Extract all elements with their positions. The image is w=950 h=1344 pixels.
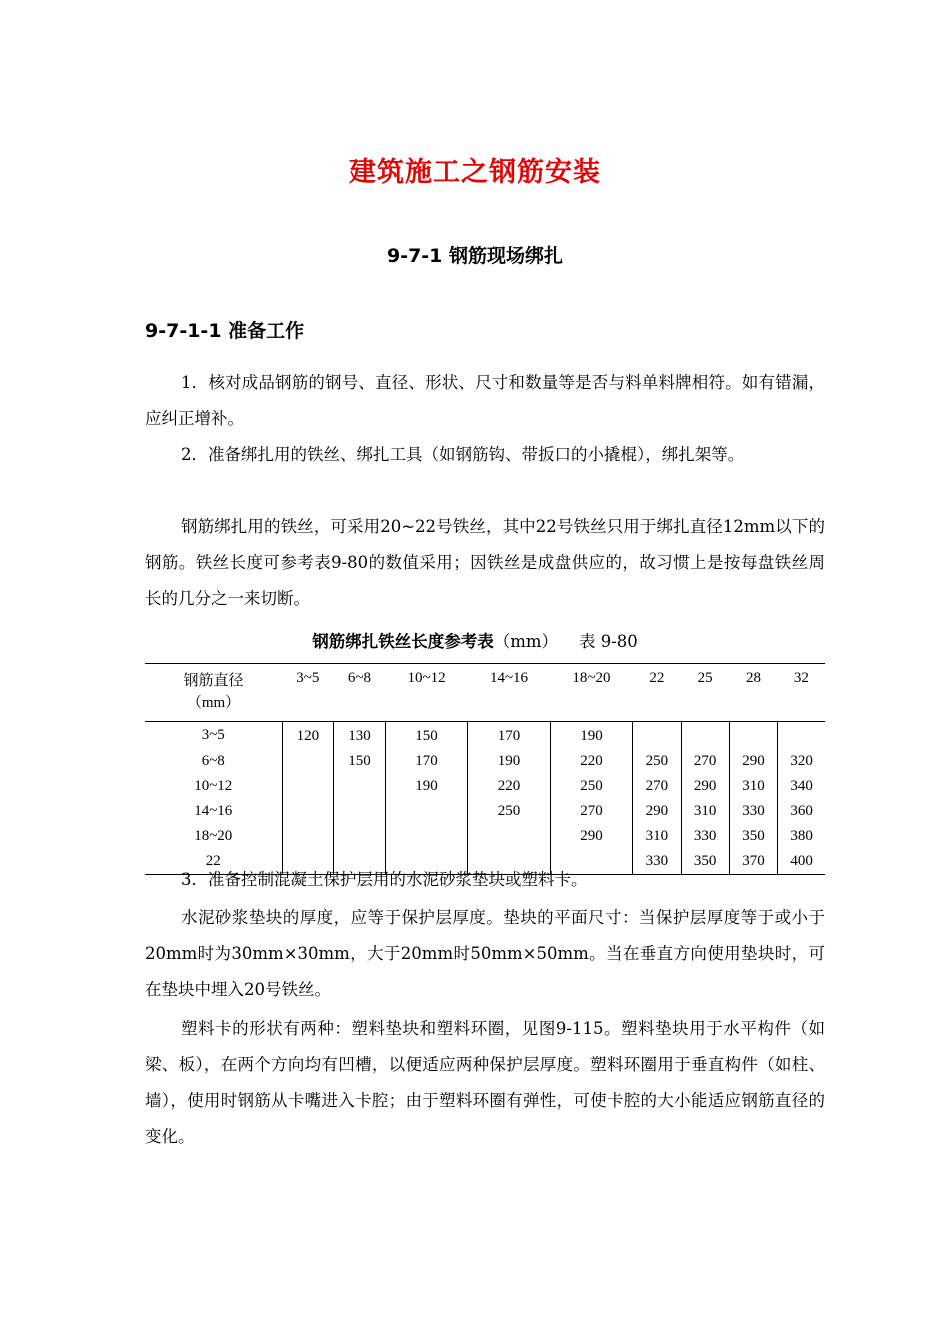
row-label: 22	[145, 849, 282, 875]
column-header: 14~16	[468, 664, 550, 722]
paragraph-check-rebar: 1．核对成品钢筋的钢号、直径、形状、尺寸和数量等是否与料单料牌相符。如有错漏，应纠正增补。	[145, 373, 825, 428]
table-cell: 270	[550, 799, 632, 824]
document-title: 建筑施工之钢筋安装	[349, 157, 601, 188]
table-cell: 290	[633, 799, 681, 824]
column-header: 10~12	[385, 664, 467, 722]
table-caption-number: 表 9-80	[578, 632, 638, 651]
row-label: 10~12	[194, 778, 233, 794]
column-header: 25	[681, 664, 729, 722]
table-cell: 170	[468, 722, 550, 750]
table-caption-unit: （mm）	[493, 632, 558, 651]
paragraph-wire-spec: 钢筋绑扎用的铁丝，可采用20~22号铁丝，其中22号铁丝只用于绑扎直径12mm以下的钢筋。铁丝长度可参考表9-80的数值采用；因铁丝是成盘供应的，故习惯上是按每盘铁丝周长的几分之一来切断。	[145, 517, 825, 608]
column-header: 18~20	[550, 664, 632, 722]
paragraph-mortar-block-size: 水泥砂浆垫块的厚度，应等于保护层厚度。垫块的平面尺寸：当保护层厚度等于或小于20mm时为30mm×30mm，大于20mm时50mm×50mm。当在垂直方向使用垫块时，可在垫块中埋入20号铁丝。	[145, 908, 825, 999]
table-cell: 320	[778, 749, 825, 774]
table-cell: 330	[729, 799, 777, 824]
table-caption	[0, 628, 950, 652]
table-cell	[334, 799, 386, 824]
table-cell: 360	[778, 799, 825, 824]
table-cell: 270	[681, 749, 729, 774]
table-cell: 350	[681, 849, 729, 875]
table-cell: 250	[550, 774, 632, 799]
table-cell: 190	[385, 774, 467, 799]
table-row	[145, 722, 825, 750]
column-header: 32	[778, 664, 825, 722]
table-cell: 270	[633, 774, 681, 799]
paragraph-prepare-tools: 2．准备绑扎用的铁丝、绑扎工具（如钢筋钩、带扳口的小撬棍），绑扎架等。	[181, 445, 745, 464]
paragraph-spacer-blocks: 3．准备控制混凝土保护层用的水泥砂浆垫块或塑料卡。	[181, 870, 588, 889]
table-caption-title: 钢筋绑扎铁丝长度参考表	[312, 632, 494, 651]
table-cell: 400	[778, 849, 825, 875]
table-cell	[778, 722, 825, 750]
table-cell	[282, 799, 334, 824]
column-header: 22	[633, 664, 681, 722]
table-cell	[282, 824, 334, 849]
table-cell: 170	[385, 749, 467, 774]
table-cell	[468, 824, 550, 849]
table-cell	[282, 774, 334, 799]
table-cell	[385, 824, 467, 849]
table-cell	[633, 722, 681, 750]
table-cell: 330	[633, 849, 681, 875]
table-cell: 290	[729, 749, 777, 774]
row-label: 3~5	[201, 727, 225, 743]
table-cell: 190	[550, 722, 632, 750]
table-cell	[385, 799, 467, 824]
table-cell: 310	[633, 824, 681, 849]
table-cell: 220	[550, 749, 632, 774]
table-cell: 380	[778, 824, 825, 849]
table-cell: 250	[468, 799, 550, 824]
row-label: 18~20	[194, 828, 233, 844]
table-cell	[282, 749, 334, 774]
table-cell	[681, 722, 729, 750]
subsection-title: 9-7-1-1 准备工作	[145, 320, 305, 342]
wire-length-table	[145, 663, 825, 875]
table-cell: 220	[468, 774, 550, 799]
table-cell	[334, 824, 386, 849]
table-cell: 350	[729, 824, 777, 849]
table-cell: 250	[633, 749, 681, 774]
row-label: 6~8	[201, 753, 225, 769]
table-cell: 120	[282, 722, 334, 750]
table-header-diameter	[145, 664, 282, 722]
table-cell: 330	[681, 824, 729, 849]
table-cell: 340	[778, 774, 825, 799]
column-header: 6~8	[334, 664, 386, 722]
table-cell: 310	[729, 774, 777, 799]
table-cell: 150	[385, 722, 467, 750]
table-row	[145, 824, 825, 849]
table-cell: 310	[681, 799, 729, 824]
table-row	[145, 749, 825, 774]
table-row	[145, 774, 825, 799]
paragraph-plastic-clips: 塑料卡的形状有两种：塑料垫块和塑料环圈，见图9-115。塑料垫块用于水平构件（如梁、板），在两个方向均有凹槽，以便适应两种保护层厚度。塑料环圈用于垂直构件（如柱、墙），使用时钢筋从卡嘴进入卡腔；由于塑料环圈有弹性，可使卡腔的大小能适应钢筋直径的变化。	[145, 1019, 825, 1146]
table-cell: 150	[334, 749, 386, 774]
table-cell: 190	[468, 749, 550, 774]
table-cell: 130	[334, 722, 386, 750]
table-cell: 290	[550, 824, 632, 849]
header-diameter-label: 钢筋直径	[183, 673, 244, 689]
table-row	[145, 799, 825, 824]
column-header: 28	[729, 664, 777, 722]
header-diameter-unit: （mm）	[186, 695, 241, 711]
table-cell: 370	[729, 849, 777, 875]
row-label: 14~16	[194, 803, 233, 819]
table-header-row	[145, 664, 825, 722]
table-cell: 290	[681, 774, 729, 799]
column-header: 3~5	[282, 664, 334, 722]
section-title: 9-7-1 钢筋现场绑扎	[386, 245, 564, 267]
table-cell	[729, 722, 777, 750]
table-cell	[334, 774, 386, 799]
